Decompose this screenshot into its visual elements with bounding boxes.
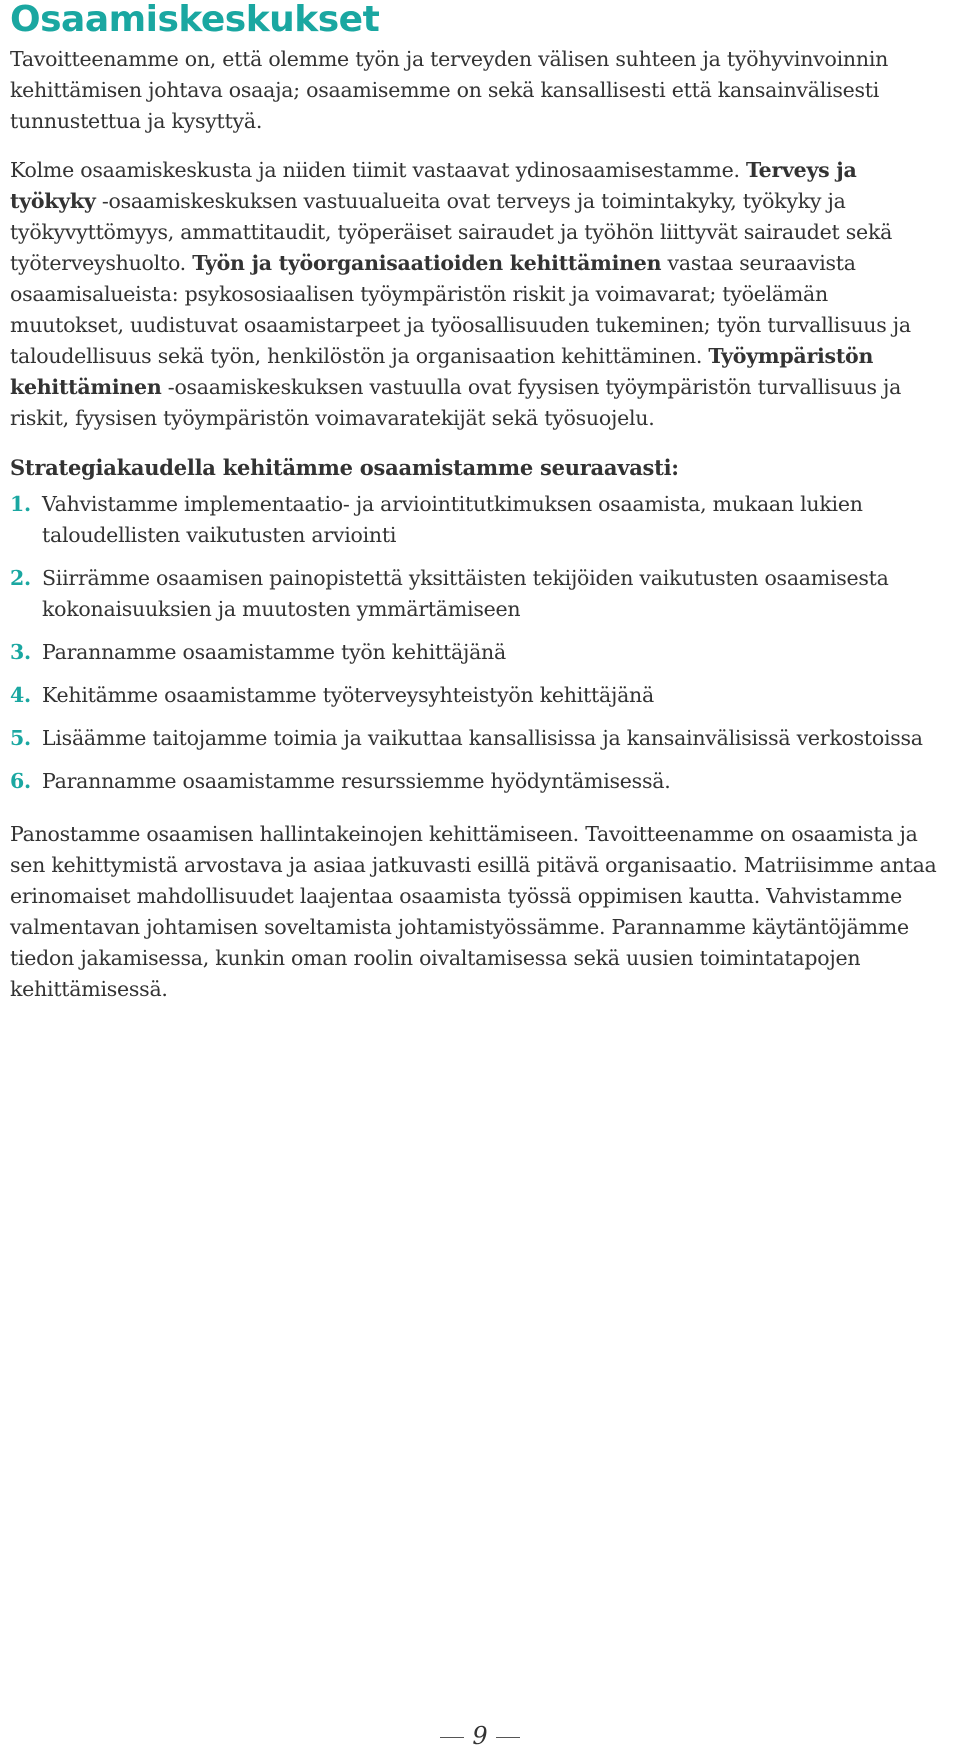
list-item-number: 1. [10,492,31,516]
list-item-number: 3. [10,640,31,664]
centers-lead: Kolme osaamiskeskusta ja niiden tiimit vastaavat ydinosaamisestamme. [10,158,747,182]
page-footer [0,1722,960,1750]
footer-dash-right [496,1737,520,1739]
closing-paragraph: Panostamme osaamisen hallintakeinojen kehittämiseen. Tavoitteenamme on osaamista ja sen kehittymistä arvostava ja asiaa jatkuvasti esillä pitävä organisaatio. Matriisimme antaa erinomaiset mahdollisuudet laajentaa osaamista työssä oppimisen kautta. Vahvistamme valmentavan johtamisen soveltamista johtamistyössämme. Parannamme käytäntöjämme tiedon jakamisessa, kunkin oman roolin oivaltamisessa sekä uusien toimintatapojen kehittämisessä. [10,822,937,1001]
list-item [10,766,946,797]
list-item-text: Vahvistamme implementaatio- ja arviointitutkimuksen osaamista, mukaan lukien taloudellisten vaikutusten arviointi [42,492,863,547]
footer-dash-left [440,1737,464,1739]
list-item [10,563,946,625]
list-item-number: 5. [10,726,31,750]
list-item-number: 4. [10,683,31,707]
center-name-work-development: Työn ja työorganisaatioiden kehittäminen [192,251,662,275]
list-item [10,489,946,551]
list-item [10,723,946,754]
center-name-environment: Työympäristön kehittäminen [10,344,874,399]
center-text-environment: -osaamiskeskuksen vastuulla ovat fyysisen työympäristön turvallisuus ja riskit, fyysisen työympäristön voimavaratekijät sekä työsuojelu. [10,375,902,430]
centers-paragraph [10,155,946,434]
list-item [10,680,946,711]
list-item-text: Lisäämme taitojamme toimia ja vaikuttaa kansallisissa ja kansainvälisissä verkostoissa [42,726,923,750]
list-item-number: 6. [10,769,31,793]
page-title: Osaamiskeskukset [10,0,380,40]
center-text-work-development: vastaa seuraavista osaamisalueista: psykososiaalisen työympäristön riskit ja voimavarat; työelämän muutokset, uudistuvat osaamistarpeet ja työosallisuuden tukeminen; työn turvallisuus ja taloudellisuus sekä työn, henkilöstön ja organisaation kehittäminen. [10,251,911,368]
strategy-list [10,489,946,797]
list-item-text: Parannamme osaamistamme resurssiemme hyödyntämisessä. [42,769,671,793]
list-item-text: Siirrämme osaamisen painopistettä yksittäisten tekijöiden vaikutusten osaamisesta kokonaisuuksien ja muutosten ymmärtämiseen [42,566,889,621]
document-page [10,0,946,1005]
list-item-text: Kehitämme osaamistamme työterveysyhteistyön kehittäjänä [42,683,654,707]
list-item-number: 2. [10,566,31,590]
center-text-health: -osaamiskeskuksen vastuualueita ovat terveys ja toimintakyky, työkyky ja työkyvyttömyys, ammattitaudit, työperäiset sairaudet ja työhön liittyvät sairaudet sekä työterveyshuolto. [10,189,893,275]
page-number: 9 [472,1722,488,1750]
center-name-health: Terveys ja työkyky [10,158,857,213]
strategy-heading: Strategiakaudella kehitämme osaamistamme seuraavasti: [10,455,679,480]
intro-paragraph: Tavoitteenamme on, että olemme työn ja terveyden välisen suhteen ja työhyvinvoinnin kehittämisen johtava osaaja; osaamisemme on sekä kansallisesti että kansainvälisesti tunnustettua ja kysyttyä. [10,47,889,133]
list-item-text: Parannamme osaamistamme työn kehittäjänä [42,640,506,664]
list-item [10,637,946,668]
